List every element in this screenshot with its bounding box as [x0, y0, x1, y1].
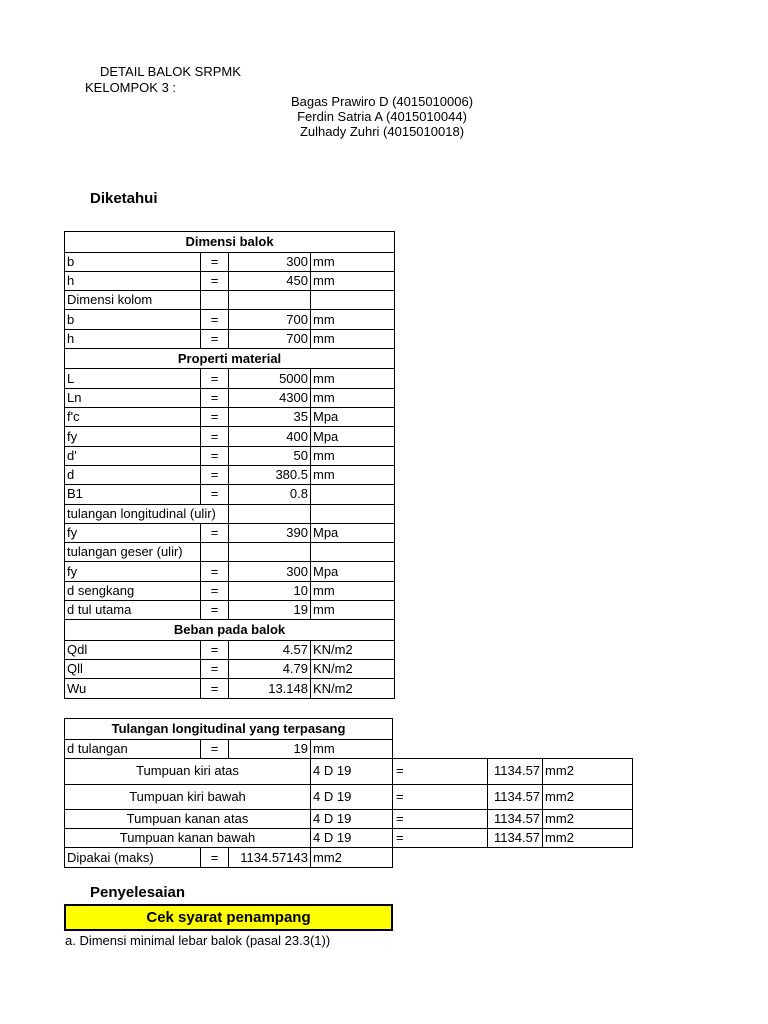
- value-cell: [229, 504, 311, 523]
- equals-cell: =: [201, 562, 229, 581]
- table-row: [65, 408, 395, 427]
- spacer-cell: [393, 739, 633, 758]
- label-cell: h: [65, 329, 201, 348]
- label-cell: B1: [65, 485, 201, 504]
- label-cell: fy: [65, 523, 201, 542]
- table-row: [65, 660, 395, 679]
- equals-cell: =: [201, 465, 229, 484]
- area-value-cell: 1134.57: [488, 758, 543, 784]
- unit-cell: mm: [311, 369, 395, 388]
- label-cell: fy: [65, 562, 201, 581]
- equals-cell: =: [393, 829, 488, 848]
- table-row: [65, 739, 633, 758]
- value-cell: [229, 291, 311, 310]
- value-cell: 4300: [229, 388, 311, 407]
- value-cell: 380.5: [229, 465, 311, 484]
- unit-cell: mm: [311, 446, 395, 465]
- bars-cell: 4 D 19: [311, 758, 393, 784]
- label-cell: b: [65, 310, 201, 329]
- value-cell: 10: [229, 581, 311, 600]
- equals-cell: =: [201, 601, 229, 620]
- table-row: [65, 388, 395, 407]
- table-row: [65, 562, 395, 581]
- unit-cell: mm: [311, 581, 395, 600]
- value-cell: 0.8: [229, 485, 311, 504]
- member-name: Ferdin Satria A (4015010044): [297, 109, 467, 124]
- table-row: [65, 620, 395, 641]
- label-cell: b: [65, 252, 201, 271]
- table-row: [65, 848, 633, 867]
- unit-cell: KN/m2: [311, 679, 395, 698]
- equals-cell: =: [393, 809, 488, 828]
- table-row: [65, 581, 395, 600]
- equals-cell: =: [393, 758, 488, 784]
- equals-cell: =: [201, 369, 229, 388]
- unit-cell: Mpa: [311, 427, 395, 446]
- equals-cell: =: [201, 523, 229, 542]
- doc-subtitle: KELOMPOK 3 :: [85, 80, 177, 95]
- equals-cell: =: [201, 271, 229, 290]
- label-cell: d tulangan: [65, 739, 201, 758]
- unit-cell: mm: [311, 271, 395, 290]
- table-row: [65, 640, 395, 659]
- position-label-cell: Tumpuan kiri atas: [65, 758, 311, 784]
- diketahui-table: [64, 231, 395, 699]
- value-cell: 4.79: [229, 660, 311, 679]
- member-name: Zulhady Zuhri (4015010018): [299, 124, 465, 139]
- member-list: [232, 94, 532, 139]
- unit-cell: [311, 485, 395, 504]
- label-cell: Wu: [65, 679, 201, 698]
- equals-cell: =: [201, 739, 229, 758]
- bars-cell: 4 D 19: [311, 809, 393, 828]
- table-row: [65, 252, 395, 271]
- equals-cell: =: [201, 581, 229, 600]
- section-header-cell: Properti material: [65, 348, 395, 369]
- equals-cell: =: [201, 310, 229, 329]
- highlight-banner: Cek syarat penampang: [64, 904, 393, 931]
- table-row: [65, 543, 395, 562]
- table-row: [65, 504, 395, 523]
- table-row: [65, 446, 395, 465]
- equals-cell: =: [393, 784, 488, 809]
- table-row: [65, 291, 395, 310]
- unit-cell: [311, 504, 395, 523]
- label-cell: d: [65, 465, 201, 484]
- unit-cell: Mpa: [311, 523, 395, 542]
- table-row: [65, 784, 633, 809]
- value-cell: 700: [229, 329, 311, 348]
- equals-cell: =: [201, 329, 229, 348]
- table-row: [65, 310, 395, 329]
- spacer-cell: [393, 719, 633, 740]
- terpasang-table: [64, 718, 633, 868]
- equals-cell: =: [201, 427, 229, 446]
- unit-cell: mm: [311, 388, 395, 407]
- table-row: [65, 829, 633, 848]
- label-cell: fy: [65, 427, 201, 446]
- unit-cell: [311, 291, 395, 310]
- table-row: [65, 369, 395, 388]
- unit-cell: KN/m2: [311, 660, 395, 679]
- unit-cell: mm: [311, 310, 395, 329]
- equals-cell: =: [201, 408, 229, 427]
- bars-cell: 4 D 19: [311, 829, 393, 848]
- doc-title: DETAIL BALOK SRPMK: [100, 64, 241, 79]
- label-cell: Dipakai (maks): [65, 848, 201, 867]
- value-cell: 700: [229, 310, 311, 329]
- value-cell: 300: [229, 562, 311, 581]
- value-cell: 300: [229, 252, 311, 271]
- value-cell: 400: [229, 427, 311, 446]
- equals-cell: =: [201, 848, 229, 867]
- unit-cell: mm: [311, 329, 395, 348]
- equals-cell: =: [201, 388, 229, 407]
- table-row: [65, 427, 395, 446]
- value-cell: 50: [229, 446, 311, 465]
- label-cell: Ln: [65, 388, 201, 407]
- label-cell: Qll: [65, 660, 201, 679]
- equals-cell: =: [201, 252, 229, 271]
- unit-cell: KN/m2: [311, 640, 395, 659]
- table-row: [65, 758, 633, 784]
- label-cell: Qdl: [65, 640, 201, 659]
- area-unit-cell: mm2: [543, 784, 633, 809]
- section-heading-diketahui: Diketahui: [90, 190, 158, 207]
- area-value-cell: 1134.57: [488, 784, 543, 809]
- equals-cell: =: [201, 446, 229, 465]
- area-unit-cell: mm2: [543, 829, 633, 848]
- equals-cell: =: [201, 660, 229, 679]
- table-row: [65, 271, 395, 290]
- position-label-cell: Tumpuan kanan atas: [65, 809, 311, 828]
- value-cell: 450: [229, 271, 311, 290]
- table-row: [65, 348, 395, 369]
- value-cell: 19: [229, 739, 311, 758]
- value-cell: 390: [229, 523, 311, 542]
- table-row: [65, 465, 395, 484]
- table-row: [65, 719, 633, 740]
- area-value-cell: 1134.57: [488, 809, 543, 828]
- value-cell: 35: [229, 408, 311, 427]
- table-row: [65, 679, 395, 698]
- label-cell: tulangan longitudinal (ulir): [65, 504, 229, 523]
- unit-cell: mm: [311, 252, 395, 271]
- section-header-cell: Tulangan longitudinal yang terpasang: [65, 719, 393, 740]
- value-cell: 1134.57143: [229, 848, 311, 867]
- spacer-cell: [393, 848, 633, 867]
- table-row: [65, 329, 395, 348]
- label-cell: d sengkang: [65, 581, 201, 600]
- section-header-cell: Beban pada balok: [65, 620, 395, 641]
- equals-cell: [201, 291, 229, 310]
- member-name: Bagas Prawiro D (4015010006): [290, 94, 474, 109]
- equals-cell: =: [201, 679, 229, 698]
- position-label-cell: Tumpuan kanan bawah: [65, 829, 311, 848]
- section-header-cell: Dimensi balok: [65, 232, 395, 253]
- area-unit-cell: mm2: [543, 809, 633, 828]
- label-cell: tulangan geser (ulir): [65, 543, 201, 562]
- value-cell: 19: [229, 601, 311, 620]
- table-row: [65, 485, 395, 504]
- equals-cell: [201, 543, 229, 562]
- equals-cell: =: [201, 485, 229, 504]
- position-label-cell: Tumpuan kiri bawah: [65, 784, 311, 809]
- equals-cell: =: [201, 640, 229, 659]
- label-cell: d': [65, 446, 201, 465]
- table-row: [65, 232, 395, 253]
- area-unit-cell: mm2: [543, 758, 633, 784]
- note-line: a. Dimensi minimal lebar balok (pasal 23.3(1)): [65, 933, 331, 948]
- unit-cell: mm: [311, 601, 395, 620]
- value-cell: 4.57: [229, 640, 311, 659]
- table-row: [65, 601, 395, 620]
- unit-cell: mm: [311, 739, 393, 758]
- unit-cell: [311, 543, 395, 562]
- label-cell: h: [65, 271, 201, 290]
- value-cell: 13.148: [229, 679, 311, 698]
- unit-cell: Mpa: [311, 562, 395, 581]
- value-cell: 5000: [229, 369, 311, 388]
- bars-cell: 4 D 19: [311, 784, 393, 809]
- table-row: [65, 523, 395, 542]
- unit-cell: mm: [311, 465, 395, 484]
- area-value-cell: 1134.57: [488, 829, 543, 848]
- label-cell: Dimensi kolom: [65, 291, 201, 310]
- table-row: [65, 809, 633, 828]
- label-cell: d tul utama: [65, 601, 201, 620]
- unit-cell: mm2: [311, 848, 393, 867]
- label-cell: f'c: [65, 408, 201, 427]
- section-heading-penyelesaian: Penyelesaian: [90, 884, 186, 901]
- label-cell: L: [65, 369, 201, 388]
- value-cell: [229, 543, 311, 562]
- unit-cell: Mpa: [311, 408, 395, 427]
